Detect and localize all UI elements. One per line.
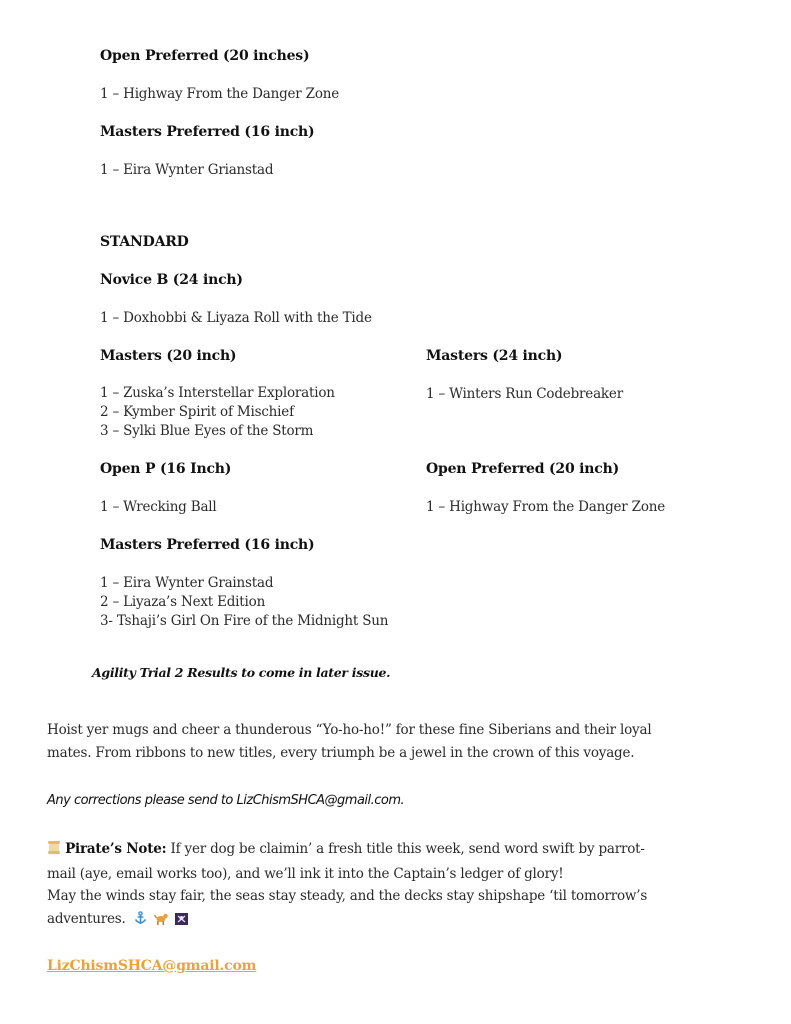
result-item: 1 – Zuska’s Interstellar Exploration: [100, 385, 335, 401]
results-list-masters-preferred-16: [100, 574, 388, 631]
closing-paragraph: [47, 719, 651, 764]
pirate-note-text: If yer dog be claimin’ a fresh title this week, send word swift by parrot-: [166, 841, 645, 857]
result-item: 2 – Liyaza’s Next Edition: [100, 594, 266, 610]
pirate-note: [47, 838, 647, 932]
section-title-masters-20: Masters (20 inch): [100, 348, 237, 364]
result-item: 1 – Doxhobbi & Liyaza Roll with the Tide: [100, 310, 372, 326]
corrections-note: Any corrections please send to LizChismSHCA@gmail.com.: [47, 793, 405, 808]
section-title-open-preferred-20-inch: Open Preferred (20 inch): [426, 461, 620, 477]
section-title-masters-preferred-16: Masters Preferred (16 inch): [100, 124, 315, 140]
result-item: 2 – Kymber Spirit of Mischief: [100, 404, 294, 420]
pirate-note-line: May the winds stay fair, the seas stay steady, and the decks stay shipshape ‘til tomorrow’s: [47, 888, 648, 904]
section-title-masters-preferred-16-standard: Masters Preferred (16 inch): [100, 537, 315, 553]
result-item: 1 – Winters Run Codebreaker: [426, 386, 623, 402]
section-title-open-p-16: Open P (16 Inch): [100, 461, 232, 477]
result-item: 1 – Highway From the Danger Zone: [100, 86, 340, 102]
result-item: 1 – Wrecking Ball: [100, 499, 217, 515]
section-title-masters-24: Masters (24 inch): [426, 348, 563, 364]
anchor-icon: [134, 910, 147, 933]
result-item: 3 – Sylki Blue Eyes of the Storm: [100, 423, 314, 439]
result-item: 1 – Eira Wynter Grianstad: [100, 162, 274, 178]
section-title-open-preferred-20: Open Preferred (20 inches): [100, 48, 310, 64]
closing-paragraph-line: Hoist yer mugs and cheer a thunderous “Yo-ho-ho!” for these fine Siberians and their loyal: [47, 722, 652, 738]
scroll-icon: [47, 840, 61, 863]
standard-heading: STANDARD: [100, 234, 189, 250]
pirate-flag-icon: [175, 910, 188, 933]
email-link[interactable]: LizChismSHCA@gmail.com: [47, 958, 257, 974]
pirate-note-label: Pirate’s Note:: [65, 841, 167, 857]
result-item: 3- Tshaji’s Girl On Fire of the Midnight Sun: [100, 613, 389, 629]
section-title-novice-b-24: Novice B (24 inch): [100, 272, 243, 288]
pirate-note-line: adventures.: [47, 910, 126, 927]
result-item: 1 – Highway From the Danger Zone: [426, 499, 666, 515]
dog-icon: [154, 910, 168, 933]
closing-paragraph-line: mates. From ribbons to new titles, every triumph be a jewel in the crown of this voyage.: [47, 744, 635, 761]
results-list-masters-20: [100, 384, 335, 441]
agility-trial-note: Agility Trial 2 Results to come in later issue.: [92, 665, 391, 680]
pirate-note-line: mail (aye, email works too), and we’ll ink it into the Captain’s ledger of glory!: [47, 865, 564, 882]
result-item: 1 – Eira Wynter Grainstad: [100, 575, 274, 591]
